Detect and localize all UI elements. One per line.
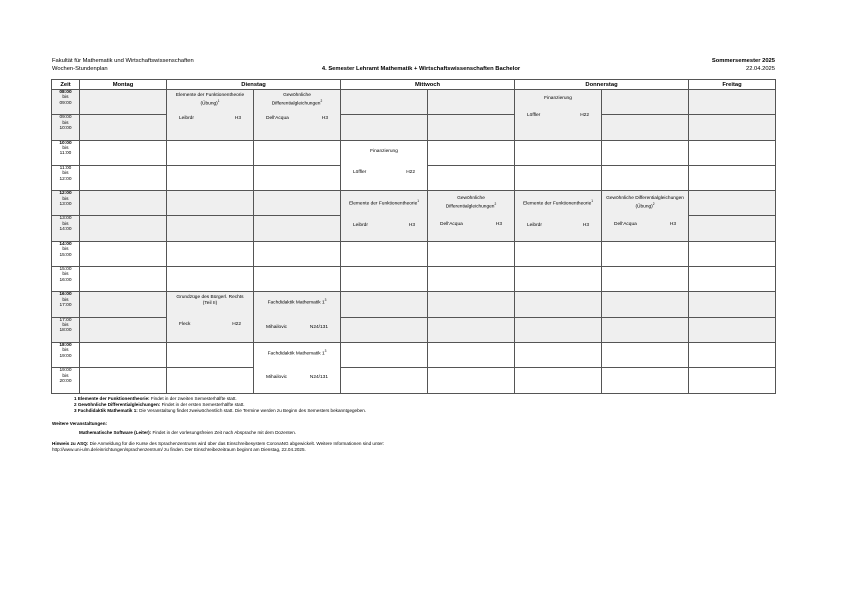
empty-cell bbox=[515, 241, 602, 266]
column-header-wednesday: Mittwoch bbox=[341, 80, 515, 90]
empty-cell bbox=[80, 115, 167, 140]
notes-section bbox=[52, 396, 384, 453]
empty-cell bbox=[254, 191, 341, 216]
table-row bbox=[52, 115, 776, 140]
empty-cell bbox=[80, 241, 167, 266]
empty-cell bbox=[428, 267, 515, 292]
empty-cell bbox=[515, 165, 602, 190]
empty-cell bbox=[689, 292, 776, 317]
empty-cell bbox=[167, 191, 254, 216]
asq-hint-link: http://www.uni-ulm.de/einrichtungen/sprachenzentrum/ zu finden. Der Einschreibezeitraum beginnt am Dienstag, 22.04.2025. bbox=[52, 447, 306, 453]
empty-cell bbox=[341, 317, 428, 342]
column-header-monday: Montag bbox=[80, 80, 167, 90]
more-course-item: Mathematische Software (Leiter): Findet in der vorlesungsfreien Zeit nach Absprache mit dem Dozenten. bbox=[79, 429, 297, 435]
empty-cell bbox=[602, 267, 689, 292]
empty-cell bbox=[341, 342, 428, 367]
empty-cell bbox=[254, 267, 341, 292]
table-row bbox=[52, 267, 776, 292]
table-row bbox=[52, 241, 776, 266]
empty-cell bbox=[602, 292, 689, 317]
table-row bbox=[52, 368, 776, 393]
time-slot: 09:00 bis 10:00 bbox=[52, 115, 80, 140]
empty-cell bbox=[689, 140, 776, 165]
time-slot: 17:00 bis 18:00 bbox=[52, 317, 80, 342]
empty-cell bbox=[602, 317, 689, 342]
empty-cell bbox=[341, 241, 428, 266]
empty-cell bbox=[80, 140, 167, 165]
empty-cell bbox=[602, 115, 689, 140]
empty-cell bbox=[80, 191, 167, 216]
empty-cell bbox=[689, 165, 776, 190]
empty-cell bbox=[341, 267, 428, 292]
course-cell: Elemente der Funktionentheorie$^1$ Leibrdr H3 bbox=[515, 191, 602, 242]
footnote: 3 Fachdidaktik Mathematik 1: Die Veranstaltung findet zweiwöchentlich statt. Die Termine werden zu Beginn des Semesters bekanntgegeben. bbox=[74, 408, 367, 414]
empty-cell bbox=[428, 90, 515, 115]
empty-cell bbox=[689, 317, 776, 342]
document-date: 22.04.2025 bbox=[745, 65, 775, 72]
weekly-timetable bbox=[51, 79, 776, 394]
time-slot: 13:00 bis 14:00 bbox=[52, 216, 80, 241]
empty-cell bbox=[80, 267, 167, 292]
empty-cell bbox=[428, 241, 515, 266]
empty-cell bbox=[341, 90, 428, 115]
table-row bbox=[52, 140, 776, 165]
empty-cell bbox=[80, 368, 167, 393]
empty-cell bbox=[602, 165, 689, 190]
time-slot: 15:00 bis 16:00 bbox=[52, 267, 80, 292]
empty-cell bbox=[428, 292, 515, 317]
asq-hint: Hinweis zu ASQ: Die Anmeldung für die Kurse des Sprachenzentrums wird über das Einschreibesystem CoronaNG abgewickelt. Weitere Informationen sind unter: bbox=[52, 441, 385, 447]
empty-cell bbox=[80, 342, 167, 367]
empty-cell bbox=[341, 292, 428, 317]
empty-cell bbox=[689, 342, 776, 367]
course-cell: Finanzierung Löffler H22 bbox=[515, 90, 602, 141]
course-cell: Gewöhnliche Differentialgleichungen (Übung)$^2$ Dell'Acqua H3 bbox=[602, 191, 689, 242]
empty-cell bbox=[167, 140, 254, 165]
empty-cell bbox=[689, 115, 776, 140]
empty-cell bbox=[341, 115, 428, 140]
empty-cell bbox=[254, 165, 341, 190]
empty-cell bbox=[428, 165, 515, 190]
time-slot: 18:00 bis 19:00 bbox=[52, 342, 80, 367]
empty-cell bbox=[602, 368, 689, 393]
column-header-friday: Freitag bbox=[689, 80, 776, 90]
empty-cell bbox=[254, 140, 341, 165]
time-slot: 19:00 bis 20:00 bbox=[52, 368, 80, 393]
empty-cell bbox=[167, 165, 254, 190]
empty-cell bbox=[80, 292, 167, 317]
empty-cell bbox=[515, 267, 602, 292]
time-slot: 16:00 bis 17:00 bbox=[52, 292, 80, 317]
empty-cell bbox=[515, 368, 602, 393]
empty-cell bbox=[602, 342, 689, 367]
empty-cell bbox=[167, 241, 254, 266]
semester-label: Sommersemester 2025 bbox=[711, 58, 775, 64]
empty-cell bbox=[515, 342, 602, 367]
empty-cell bbox=[80, 165, 167, 190]
empty-cell bbox=[515, 140, 602, 165]
empty-cell bbox=[515, 292, 602, 317]
schedule-title: 4. Semester Lehramt Mathematik + Wirtschaftswissenschaften Bachelor bbox=[321, 65, 521, 72]
course-cell: Finanzierung Löffler H22 bbox=[341, 140, 428, 191]
empty-cell bbox=[602, 140, 689, 165]
column-header-thursday: Donnerstag bbox=[515, 80, 689, 90]
time-slot: 10:00 bis 11:00 bbox=[52, 140, 80, 165]
empty-cell bbox=[689, 267, 776, 292]
empty-cell bbox=[80, 317, 167, 342]
empty-cell bbox=[167, 342, 254, 367]
empty-cell bbox=[254, 216, 341, 241]
course-cell: Gewöhnliche Differentialgleichungen$^2$ Dell'Acqua H3 bbox=[428, 191, 515, 242]
course-cell: Fachdidaktik Mathematik $1^3$ Mihailovic N24/131 bbox=[254, 292, 341, 343]
empty-cell bbox=[80, 216, 167, 241]
empty-cell bbox=[167, 267, 254, 292]
empty-cell bbox=[167, 216, 254, 241]
course-cell: Elemente der Funktionentheorie$^1$ Leibrdr H3 bbox=[341, 191, 428, 242]
empty-cell bbox=[689, 90, 776, 115]
table-row bbox=[52, 317, 776, 342]
empty-cell bbox=[80, 90, 167, 115]
empty-cell bbox=[689, 241, 776, 266]
column-header-tuesday: Dienstag bbox=[167, 80, 341, 90]
table-row bbox=[52, 90, 776, 115]
document-type: Wochen-Stundenplan bbox=[52, 65, 108, 72]
empty-cell bbox=[167, 368, 254, 393]
course-cell: Elemente der Funktionentheorie (Übung)$^1$ Leibrdr H3 bbox=[167, 90, 254, 141]
time-slot: 08:00 bis 09:00 bbox=[52, 90, 80, 115]
time-slot: 11:00 bis 12:00 bbox=[52, 165, 80, 190]
more-courses-heading: Weitere Veranstaltungen: bbox=[52, 420, 108, 426]
table-row bbox=[52, 191, 776, 216]
faculty-name: Fakultät für Mathematik und Wirtschaftswissenschaften bbox=[52, 58, 194, 64]
course-cell: Gewöhnliche Differentialgleichungen$^2$ Dell'Acqua H3 bbox=[254, 90, 341, 141]
empty-cell bbox=[428, 115, 515, 140]
course-cell: Grundzüge des Bürgerl. Rechts (Teil II) Fleck H22 bbox=[167, 292, 254, 343]
empty-cell bbox=[602, 241, 689, 266]
empty-cell bbox=[515, 317, 602, 342]
empty-cell bbox=[428, 140, 515, 165]
table-row bbox=[52, 342, 776, 367]
empty-cell bbox=[602, 90, 689, 115]
empty-cell bbox=[428, 368, 515, 393]
header-right bbox=[712, 58, 775, 73]
column-header-time: Zeit bbox=[52, 80, 80, 90]
table-header-row bbox=[52, 80, 776, 90]
footnote: 2 Gewöhnliche Differentialgleichungen: Findet in der ersten Semesterhälfte statt. bbox=[74, 402, 245, 408]
empty-cell bbox=[689, 191, 776, 216]
table-row bbox=[52, 292, 776, 317]
empty-cell bbox=[254, 241, 341, 266]
empty-cell bbox=[689, 216, 776, 241]
empty-cell bbox=[428, 342, 515, 367]
empty-cell bbox=[689, 368, 776, 393]
time-slot: 14:00 bis 15:00 bbox=[52, 241, 80, 266]
time-slot: 12:00 bis 13:00 bbox=[52, 191, 80, 216]
footnote: 1 Elemente der Funktionentheorie: Findet in der zweiten Semesterhälfte statt. bbox=[74, 396, 237, 401]
empty-cell bbox=[428, 317, 515, 342]
course-cell: Fachdidaktik Mathematik $1^3$ Mihailovic N24/131 bbox=[254, 342, 341, 393]
empty-cell bbox=[341, 368, 428, 393]
